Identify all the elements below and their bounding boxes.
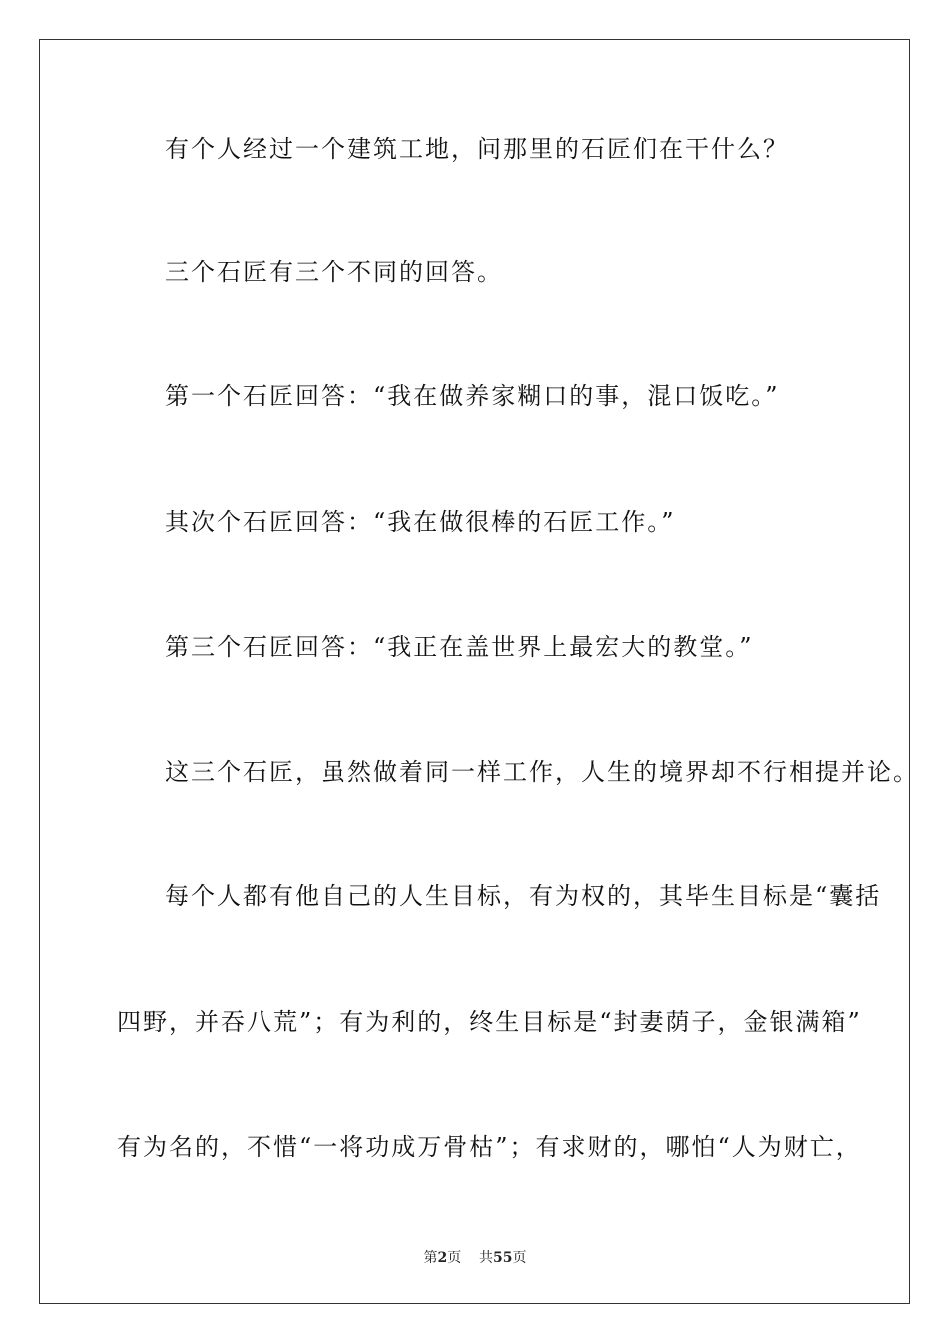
paragraph-line-9: 有为名的，不惜“一将功成万骨枯”；有求财的，哪怕“人为财亡， — [117, 1133, 862, 1161]
paragraph-line-7: 每个人都有他自己的人生目标，有为权的，其毕生目标是“囊括 — [165, 882, 882, 910]
footer-total-suffix: 页 — [512, 1250, 527, 1266]
footer-total-pages: 55 — [493, 1250, 513, 1266]
footer-page-prefix: 第 — [423, 1250, 438, 1266]
paragraph-line-1: 有个人经过一个建筑工地，问那里的石匠们在干什么？ — [165, 135, 789, 163]
footer-total-prefix: 共 — [479, 1250, 494, 1266]
page-frame — [39, 39, 910, 1304]
paragraph-line-6: 这三个石匠，虽然做着同一样工作，人生的境界却不行相提并论。 — [165, 758, 919, 786]
page-footer — [0, 1247, 950, 1267]
paragraph-line-2: 三个石匠有三个不同的回答。 — [165, 258, 503, 286]
paragraph-line-5: 第三个石匠回答：“我正在盖世界上最宏大的教堂。” — [165, 633, 754, 661]
footer-page-number: 2 — [437, 1250, 448, 1266]
paragraph-line-8: 四野，并吞八荒”；有为利的，终生目标是“封妻荫子，金银满箱” — [117, 1008, 862, 1036]
paragraph-line-4: 其次个石匠回答：“我在做很棒的石匠工作。” — [165, 508, 676, 536]
footer-page-suffix: 页 — [447, 1250, 462, 1266]
paragraph-line-3: 第一个石匠回答：“我在做养家糊口的事，混口饭吃。” — [165, 382, 780, 410]
